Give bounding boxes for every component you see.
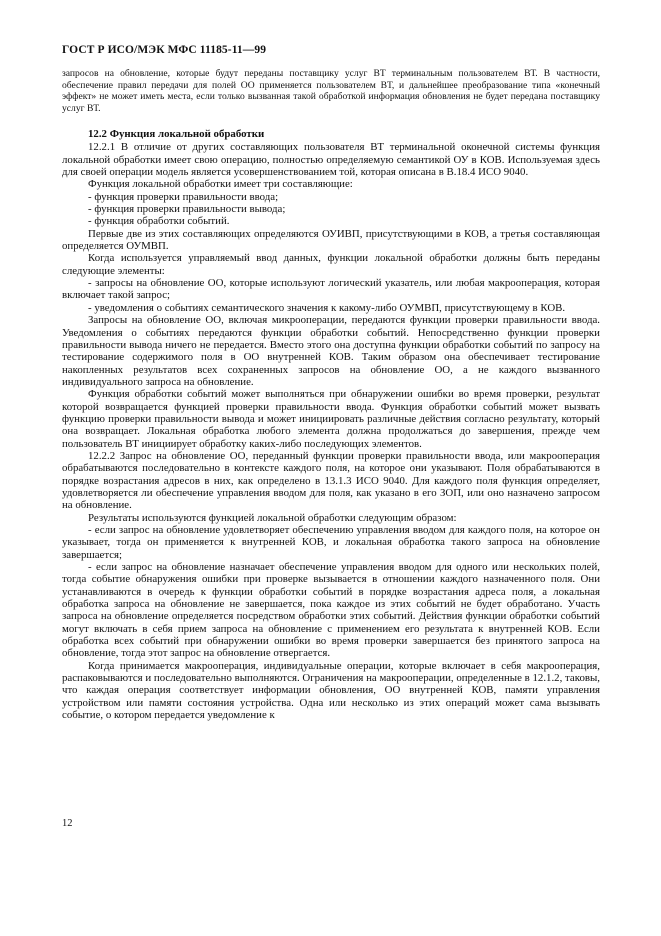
paragraph: Результаты используются функцией локальной обработки следующим образом: [88, 511, 457, 524]
list-item: - уведомления о событиях семантического значения к какому-либо ОУМВП, присутствующему в КОВ. [88, 301, 566, 314]
page-number: 12 [62, 818, 73, 829]
paragraph: Когда используется управляемый ввод данных, функции локальной обработки должны быть переданы следующие элементы: [62, 252, 600, 277]
paragraph: Функция обработки событий может выполняться при обнаружении ошибки во время проверки, результат которой возвращается функцией проверки правильности ввода. Функция обработки событий может вызвать функцию проверки правильности вывода и может инициировать различные действия согласно результату, который она возвращает. Локальная обработка любого элемента должна продолжаться до завершения, прежде чем пользователь ВТ инициирует обработку каких-либо последующих элементов. [62, 388, 600, 450]
page-header: ГОСТ Р ИСО/МЭК МФС 11185-11—99 [62, 44, 267, 56]
intro-paragraph: запросов на обновление, которые будут переданы поставщику услуг ВТ терминальным пользователем ВТ. В частности, обеспечение правил передачи для полей ОО применяется пользователем ВТ, и дальнейшее преобразование типа «конечный эффект» не может иметь места, если только вызванная такой обработкой информация обновления не будет передана поставщику услуг ВТ. [62, 68, 600, 114]
main-text [62, 128, 600, 722]
list-item: - запросы на обновление ОО, которые используют логический указатель, или любая макрооперация, которая включает такой запрос; [62, 277, 600, 302]
list-item: - функция проверки правильности ввода; [88, 190, 279, 203]
paragraph: 12.2.2 Запрос на обновление ОО, переданный функции проверки правильности ввода, или макрооперация обрабатываются последовательно в контексте каждого поля, на которое они указывают. Поля обрабатываются в порядке возрастания адресов в них, как определено в 13.1.3 ИСО 9040. Для каждого поля функция определяет, удовлетворяется ли обеспечение управления вводом для поля, как указано в его ЗОП, или оно назначено запросом на обновление. [62, 449, 600, 512]
list-item: - если запрос на обновление удовлетворяет обеспечению управления вводом для каждого поля, на которое он указывает, тогда он применяется к внутренней КОВ, и локальная обработка такого запроса на обновление завершается; [62, 524, 600, 561]
list-item: - функция обработки событий. [88, 215, 230, 228]
section-title: 12.2 Функция локальной обработки [88, 128, 265, 140]
list-item: - если запрос на обновление назначает обеспечение управления вводом для одного или нескольких полей, тогда событие обнаружения ошибки при проверке вызывается в отношении каждого назначенного поля. Они устанавливаются в очередь к функции обработки событий в порядке возрастания адреса поля, а локальная обработка запроса на обновление не завершается, пока каждое из этих событий не будет обработано. Участь запроса на обновление определяется посредством обработки этих событий. Действия функции обработки событий могут включать в себя прием запроса на обновление с применением его результата к внутренней КОВ. Если обработка всех событий при обнаружении ошибки во время проверки завершается без принятого запроса на обновление, тогда этот запрос на обновление отвергается. [62, 561, 600, 660]
paragraph: 12.2.1 В отличие от других составляющих пользователя ВТ терминальной оконечной системы функция локальной обработки имеет свою операцию, полностью определяемую семантикой ОУ в КОВ. Используемая здесь для своей операции модель является усовершенствованием той, которая описана в В.18.4 ИСО 9040. [62, 141, 600, 179]
paragraph: Когда принимается макрооперация, индивидуальные операции, которые включает в себя макрооперация, распаковываются и последовательно выполняются. Ограничения на макрооперации, определенные в 12.1.2, таковы, что каждая операция соответствует информации обновления, ОО внутренней КОВ, памяти управления устройством или памяти состояния устройства. Одна или несколько из этих операций может сама вызывать событие, о котором передается уведомление к [62, 659, 600, 722]
list-item: - функция проверки правильности вывода; [88, 203, 286, 216]
paragraph: Первые две из этих составляющих определяются ОУИВП, присутствующими в КОВ, а третья составляющая определяется ОУМВП. [62, 227, 600, 253]
paragraph: Функция локальной обработки имеет три составляющие: [88, 178, 353, 191]
paragraph: Запросы на обновление ОО, включая микрооперации, передаются функции проверки правильности ввода. Уведомления о событиях передаются функции обработки событий. Непосредственно функции проверки правильности вывода ничего не передается. Вместо этого она доступна функции обработки событий по запросу на тестирование содержимого поля в ОО внутренней КОВ. Таким образом она обеспечивает тестирование накопленных результатов всех сохраненных запросов на обновление ОО, а не каждого вызванного индивидуального запроса на обновление. [62, 314, 600, 388]
